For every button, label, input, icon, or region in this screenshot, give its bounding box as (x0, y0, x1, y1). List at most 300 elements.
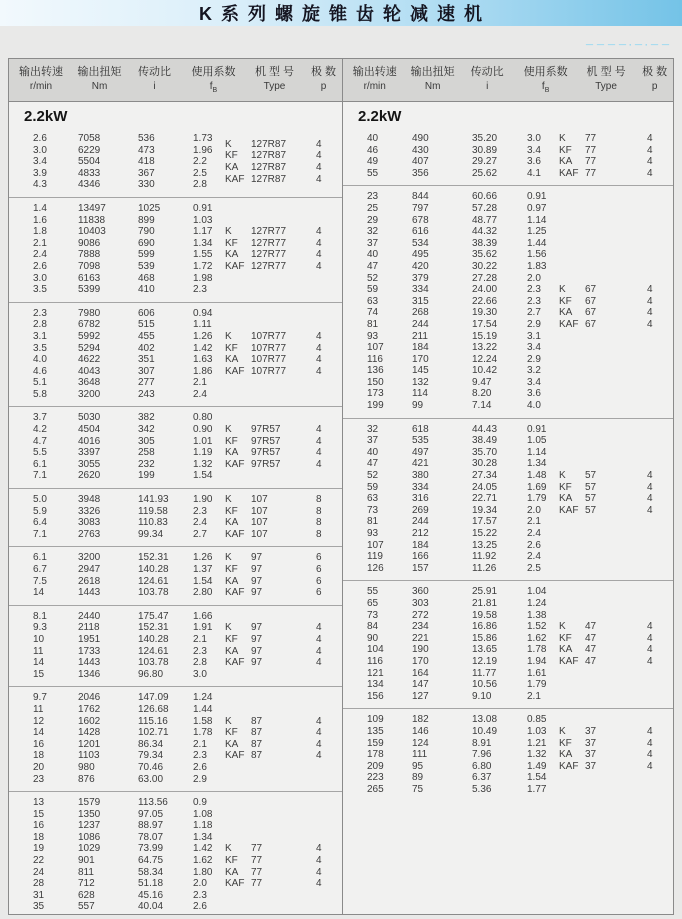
cell-ratio: 12.19 (472, 655, 498, 667)
cell-service-factor: 2.1 (527, 690, 541, 702)
cell-output-speed: 31 (33, 889, 45, 901)
cell-output-speed: 46 (367, 144, 379, 156)
type-prefix: KAF (225, 528, 245, 540)
cell-output-speed: 18 (33, 750, 45, 762)
header-unit: i (153, 81, 156, 92)
cell-output-torque: 124 (412, 737, 429, 749)
header-col (406, 64, 459, 101)
cell-ratio: 30.28 (472, 458, 498, 470)
table-row (343, 598, 673, 610)
type-row (559, 470, 663, 482)
cell-service-factor: 1.52 (527, 621, 547, 633)
cell-output-speed: 107 (367, 539, 384, 551)
type-row (225, 587, 332, 599)
type-prefix: KAF (225, 260, 245, 272)
cell-output-torque: 844 (412, 191, 429, 203)
cell-ratio: 8.20 (472, 388, 492, 400)
type-row (225, 506, 332, 518)
spec-table (8, 58, 674, 915)
table-row (9, 308, 342, 320)
type-poles: 4 (316, 633, 322, 645)
type-prefix: KAF (225, 365, 245, 377)
cell-output-speed: 23 (367, 191, 379, 203)
type-prefix: KAF (559, 167, 579, 179)
cell-service-factor: 3.0 (527, 133, 541, 144)
type-row (225, 843, 332, 855)
cell-output-speed: 63 (367, 493, 379, 505)
type-group (225, 843, 332, 889)
table-row (343, 342, 673, 354)
type-poles: 4 (316, 878, 322, 890)
table-row (9, 470, 342, 482)
type-prefix: KF (225, 505, 238, 517)
type-poles: 4 (647, 493, 653, 505)
cell-output-speed: 3.4 (33, 156, 47, 168)
cell-output-speed: 136 (367, 365, 384, 377)
cell-service-factor: 1.19 (193, 447, 213, 459)
cell-ratio: 103.78 (138, 657, 169, 669)
cell-output-torque: 4833 (78, 167, 101, 179)
cell-ratio: 17.57 (472, 516, 498, 528)
table-row (9, 284, 342, 296)
type-model: 97R57 (251, 435, 281, 447)
cell-output-torque: 360 (412, 586, 429, 598)
table-row (343, 365, 673, 377)
cell-service-factor: 2.80 (193, 587, 213, 599)
cell-output-speed: 16 (33, 738, 45, 750)
cell-output-torque: 13497 (78, 202, 106, 214)
cell-service-factor: 1.63 (193, 354, 213, 366)
cell-output-speed: 52 (367, 470, 379, 482)
cell-service-factor: 1.18 (193, 820, 213, 832)
header-col (9, 64, 73, 101)
cell-output-torque: 628 (78, 889, 95, 901)
cell-service-factor: 2.2 (193, 156, 207, 168)
type-poles: 4 (316, 843, 322, 855)
cell-service-factor: 2.5 (527, 562, 541, 574)
type-poles: 4 (647, 655, 653, 667)
type-model: 127R87 (251, 150, 287, 162)
type-group (225, 331, 332, 377)
cell-service-factor: 1.24 (527, 597, 547, 609)
type-row (559, 133, 663, 145)
cell-service-factor: 2.9 (527, 353, 541, 365)
type-poles: 4 (316, 424, 322, 436)
cell-ratio: 199 (138, 470, 155, 482)
type-prefix: KF (225, 855, 238, 867)
header-col (244, 64, 305, 101)
cell-output-torque: 11838 (78, 214, 106, 226)
type-row (225, 343, 332, 355)
type-model: 127R87 (251, 161, 287, 173)
cell-service-factor: 0.94 (193, 307, 213, 319)
cell-output-torque: 497 (412, 446, 429, 458)
type-row (225, 867, 332, 879)
cell-ratio: 473 (138, 144, 155, 156)
cell-output-torque: 618 (412, 423, 429, 435)
type-model: 97 (251, 587, 263, 599)
table-row (343, 424, 673, 436)
type-poles: 4 (316, 866, 322, 878)
cell-output-speed: 135 (367, 725, 384, 737)
type-prefix: KAF (225, 587, 245, 599)
column-left (9, 102, 342, 915)
cell-output-torque: 6229 (78, 144, 101, 156)
cell-output-speed: 73 (367, 609, 379, 621)
type-prefix: K (225, 622, 232, 634)
cell-service-factor: 2.4 (527, 528, 541, 539)
cell-service-factor: 2.1 (193, 633, 207, 645)
cell-ratio: 455 (138, 330, 155, 342)
cell-service-factor: 0.80 (193, 412, 213, 424)
type-prefix: KA (225, 645, 239, 657)
cell-service-factor: 1.38 (527, 609, 547, 621)
cell-service-factor: 1.11 (193, 319, 212, 331)
type-model: 47 (585, 621, 597, 633)
type-poles: 4 (316, 855, 322, 867)
cell-output-speed: 4.3 (33, 179, 47, 191)
cell-output-speed: 15 (33, 668, 45, 680)
table-row (343, 784, 673, 796)
type-model: 97R57 (251, 447, 281, 459)
cell-ratio: 152.31 (138, 552, 169, 564)
cell-output-speed: 2.8 (33, 319, 47, 331)
type-poles: 4 (316, 226, 322, 238)
cell-output-speed: 29 (367, 214, 379, 226)
table-row (343, 261, 673, 273)
header-col (126, 64, 183, 101)
cell-ratio: 6.80 (472, 760, 492, 772)
table-header-right (342, 59, 673, 101)
type-poles: 4 (316, 237, 322, 249)
cell-service-factor: 1.78 (527, 644, 547, 656)
type-prefix: K (225, 330, 232, 342)
type-poles: 4 (647, 737, 653, 749)
type-group (225, 622, 332, 668)
cell-service-factor: 1.62 (527, 632, 547, 644)
cell-ratio: 515 (138, 319, 155, 331)
cell-ratio: 30.22 (472, 260, 498, 272)
cell-output-torque: 1237 (78, 820, 101, 832)
type-model: 87 (251, 738, 263, 750)
type-prefix: K (225, 552, 232, 564)
cell-service-factor: 1.54 (193, 575, 213, 587)
cell-output-speed: 55 (367, 167, 379, 179)
cell-ratio: 57.28 (472, 202, 498, 214)
table-row (9, 832, 342, 844)
cell-ratio: 102.71 (138, 727, 169, 739)
type-prefix: KA (559, 307, 573, 319)
cell-service-factor: 1.83 (527, 260, 547, 272)
type-row (559, 156, 663, 168)
table-row (9, 389, 342, 401)
table-row (343, 668, 673, 680)
cell-output-torque: 184 (412, 539, 429, 551)
type-model: 107 (251, 505, 268, 517)
cell-service-factor: 2.8 (193, 179, 207, 191)
cell-output-speed: 119 (367, 551, 383, 563)
header-unit: i (486, 81, 489, 92)
type-poles: 4 (647, 621, 653, 633)
type-poles: 4 (647, 144, 653, 156)
header-col (305, 64, 342, 101)
type-poles: 4 (647, 156, 653, 168)
cell-output-torque: 7888 (78, 249, 101, 261)
cell-output-speed: 6.1 (33, 458, 47, 470)
type-row (225, 366, 332, 378)
header-unit-sub: B (544, 87, 550, 94)
cell-ratio: 10.56 (472, 679, 498, 691)
type-model: 67 (585, 284, 597, 296)
type-poles: 4 (647, 295, 653, 307)
type-row (225, 750, 332, 762)
type-poles: 4 (647, 481, 653, 493)
cell-output-torque: 495 (412, 249, 429, 261)
cell-output-torque: 380 (412, 470, 429, 482)
table-row (9, 611, 342, 623)
type-row (559, 505, 663, 517)
cell-service-factor: 1.04 (527, 586, 547, 598)
type-prefix: KA (225, 447, 239, 459)
cell-output-torque: 221 (412, 632, 429, 644)
table-row (343, 249, 673, 261)
cell-ratio: 790 (138, 226, 155, 238)
type-model: 37 (585, 737, 597, 749)
table-row (9, 774, 342, 786)
type-model: 77 (251, 843, 263, 855)
header-unit: Type (595, 81, 617, 92)
table-row (343, 400, 673, 412)
cell-ratio: 539 (138, 260, 155, 272)
cell-output-torque: 1201 (78, 738, 101, 750)
type-model: 97 (251, 633, 263, 645)
type-poles: 4 (316, 138, 322, 150)
cell-service-factor: 1.73 (193, 133, 213, 144)
cell-ratio: 7.96 (472, 749, 492, 761)
table-row (343, 528, 673, 540)
cell-output-speed: 49 (367, 156, 379, 168)
cell-output-speed: 2.1 (33, 237, 47, 249)
cell-ratio: 51.18 (138, 878, 164, 890)
data-block (343, 418, 673, 581)
header-unit: Nm (91, 81, 108, 92)
cell-ratio: 70.46 (138, 761, 164, 773)
cell-output-torque: 99 (412, 400, 424, 412)
cell-ratio: 38.39 (472, 237, 498, 249)
cell-service-factor: 1.14 (527, 446, 547, 458)
cell-service-factor: 1.48 (527, 470, 547, 482)
cell-output-torque: 1103 (78, 750, 100, 762)
type-prefix: K (225, 138, 232, 150)
cell-output-speed: 23 (33, 773, 45, 785)
cell-ratio: 382 (138, 412, 155, 424)
cell-ratio: 10.49 (472, 725, 498, 737)
cell-output-torque: 2947 (78, 564, 101, 575)
header-unit: $f_B$ (541, 81, 550, 94)
type-row (559, 656, 663, 668)
cell-service-factor: 1.80 (193, 866, 213, 878)
cell-ratio: 25.91 (472, 586, 498, 598)
type-prefix: KF (225, 150, 238, 162)
cell-ratio: 40.04 (138, 901, 164, 913)
header-label: 机 型 号 (254, 66, 295, 78)
type-model: 127R87 (251, 138, 287, 150)
cell-service-factor: 1.55 (193, 249, 213, 261)
cell-output-speed: 109 (367, 714, 384, 726)
data-block (9, 791, 342, 915)
cell-service-factor: 2.6 (193, 901, 207, 913)
cell-service-factor: 1.61 (527, 667, 547, 679)
table-row (9, 762, 342, 774)
cell-ratio: 19.58 (472, 609, 498, 621)
type-row (225, 634, 332, 646)
cell-ratio: 124.61 (138, 645, 169, 657)
cell-output-speed: 32 (367, 226, 379, 238)
type-row (559, 726, 663, 738)
type-model: 127R77 (251, 237, 287, 249)
cell-output-speed: 47 (367, 260, 379, 272)
type-prefix: KF (225, 564, 238, 575)
cell-output-speed: 3.0 (33, 272, 47, 284)
type-prefix: K (225, 715, 232, 727)
cell-ratio: 410 (138, 284, 155, 296)
cell-ratio: 606 (138, 307, 155, 319)
cell-output-speed: 5.0 (33, 494, 47, 506)
cell-output-torque: 303 (412, 597, 429, 609)
type-row (225, 162, 332, 174)
type-row (225, 226, 332, 238)
cell-output-torque: 3200 (78, 388, 101, 400)
cell-output-torque: 557 (78, 901, 95, 913)
cell-output-speed: 265 (367, 783, 384, 795)
cell-output-torque: 2618 (78, 575, 101, 587)
header-unit: r/min (363, 81, 386, 92)
cell-ratio: 58.34 (138, 866, 164, 878)
type-row (559, 145, 663, 157)
type-row (225, 855, 332, 867)
header-label: 传动比 (470, 66, 504, 78)
header-label: 极 数 (310, 66, 337, 78)
cell-service-factor: 2.1 (193, 738, 207, 750)
type-prefix: KF (559, 481, 572, 493)
cell-ratio: 140.28 (138, 633, 169, 645)
cell-service-factor: 2.1 (193, 377, 207, 389)
cell-service-factor: 1.44 (527, 237, 547, 249)
cell-output-torque: 3648 (78, 377, 101, 389)
cell-output-torque: 1733 (78, 645, 101, 657)
type-prefix: KAF (225, 657, 245, 669)
cell-output-torque: 89 (412, 772, 424, 784)
table-row (343, 191, 673, 203)
type-prefix: KA (225, 517, 239, 529)
type-model: 107 (251, 528, 268, 540)
cell-service-factor: 2.3 (193, 505, 207, 517)
cell-service-factor: 1.79 (527, 493, 547, 505)
type-model: 107 (251, 517, 268, 529)
cell-output-torque: 244 (412, 318, 429, 330)
cell-service-factor: 1.34 (527, 458, 547, 470)
type-model: 97 (251, 552, 263, 564)
cell-output-speed: 28 (33, 878, 45, 890)
type-prefix: KF (225, 633, 238, 645)
cell-output-speed: 14 (33, 657, 45, 669)
cell-output-speed: 4.7 (33, 435, 47, 447)
cell-service-factor: 2.0 (527, 272, 541, 284)
cell-output-speed: 3.1 (33, 330, 47, 342)
type-row (225, 576, 332, 588)
cell-ratio: 13.65 (472, 644, 498, 656)
cell-ratio: 63.00 (138, 773, 164, 785)
type-group (225, 552, 332, 598)
cell-output-torque: 114 (412, 388, 428, 400)
cell-output-torque: 3083 (78, 517, 101, 529)
cell-output-speed: 81 (367, 516, 379, 528)
title-banner (0, 0, 682, 26)
decorative-dashes: －－－－·－·－－ (585, 40, 672, 50)
cell-output-speed: 81 (367, 318, 379, 330)
cell-ratio: 468 (138, 272, 155, 284)
cell-service-factor: 1.77 (527, 783, 547, 795)
cell-output-torque: 1951 (78, 633, 101, 645)
cell-output-torque: 315 (412, 295, 429, 307)
cell-output-torque: 190 (412, 644, 429, 656)
header-label: 使用系数 (523, 66, 568, 78)
type-prefix: KA (559, 749, 573, 761)
table-row (9, 809, 342, 821)
cell-ratio: 73.99 (138, 843, 164, 855)
cell-output-torque: 535 (412, 435, 429, 447)
cell-ratio: 110.83 (138, 517, 168, 529)
type-row (559, 284, 663, 296)
type-model: 127R87 (251, 173, 287, 185)
type-prefix: KA (559, 156, 573, 168)
type-row (225, 564, 332, 576)
cell-service-factor: 1.54 (193, 470, 213, 482)
cell-output-torque: 3200 (78, 552, 101, 564)
cell-ratio: 11.77 (472, 667, 497, 679)
table-row (343, 435, 673, 447)
cell-ratio: 8.91 (472, 737, 492, 749)
type-model: 57 (585, 470, 597, 482)
cell-service-factor: 2.6 (527, 539, 541, 551)
cell-ratio: 342 (138, 424, 155, 436)
cell-output-torque: 9086 (78, 237, 101, 249)
type-row (559, 482, 663, 494)
table-header (9, 59, 673, 102)
cell-output-speed: 3.7 (33, 412, 47, 424)
cell-output-torque: 7980 (78, 307, 101, 319)
type-model: 77 (585, 156, 597, 168)
cell-ratio: 115.16 (138, 715, 168, 727)
type-model: 77 (251, 866, 263, 878)
type-model: 77 (585, 133, 597, 144)
type-model: 87 (251, 750, 263, 762)
cell-ratio: 35.20 (472, 133, 498, 144)
header-col (459, 64, 515, 101)
type-row (559, 319, 663, 331)
cell-service-factor: 1.42 (193, 843, 213, 855)
cell-output-torque: 2118 (78, 622, 100, 634)
cell-output-speed: 1.4 (33, 202, 47, 214)
table-row (343, 610, 673, 622)
table-row (9, 692, 342, 704)
cell-output-speed: 116 (367, 655, 383, 667)
cell-ratio: 13.22 (472, 342, 498, 354)
cell-output-torque: 7058 (78, 133, 101, 144)
type-prefix: KF (559, 144, 572, 156)
type-model: 97 (251, 575, 263, 587)
cell-output-torque: 3948 (78, 494, 101, 506)
